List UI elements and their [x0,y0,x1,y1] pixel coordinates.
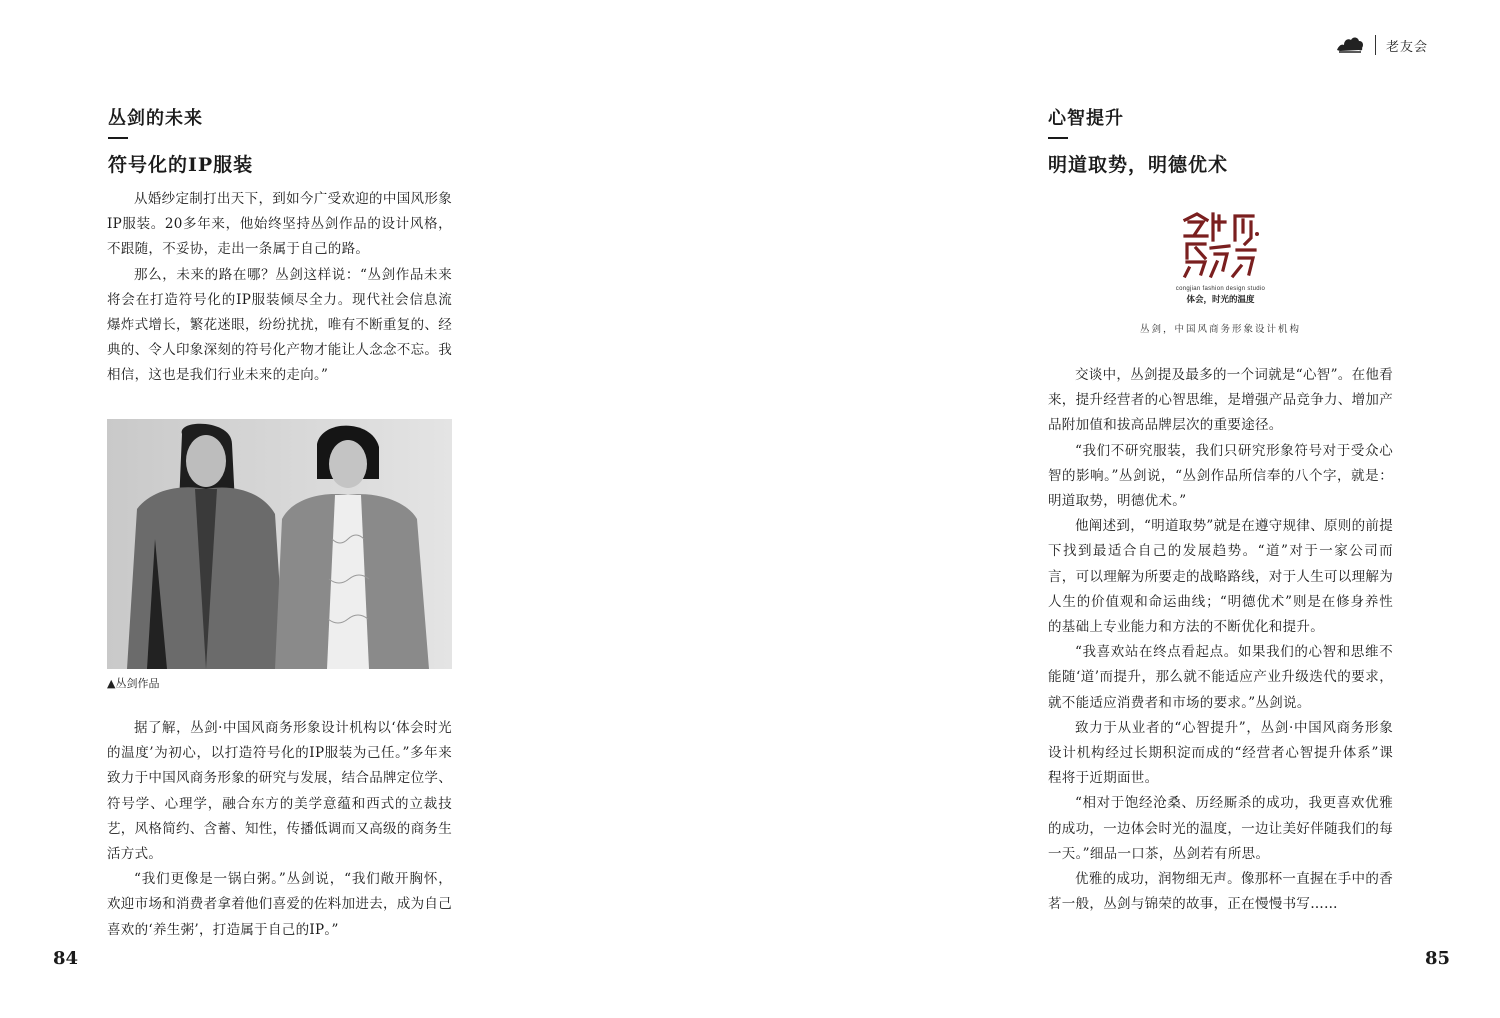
left-section-title: 丛剑的未来 [108,108,203,129]
header-divider [1375,35,1376,55]
page-number-right: 85 [1425,948,1451,969]
paragraph: 优雅的成功，润物细无声。像那杯一直握在手中的香茗一般，丛剑与锦荣的故事，正在慢慢书写…… [1048,871,1393,913]
paragraph: “相对于饱经沧桑、历经厮杀的成功，我更喜欢优雅的成功，一边体会时光的温度，一边让美好伴随我们的每一天。”细品一口茶，丛剑若有所思。 [1048,795,1393,862]
paragraph: “我们不研究服装，我们只研究形象符号对于受众心智的影响。”丛剑说，“丛剑作品所信奉的八个字，就是：明道取势，明德优术。” [1048,442,1393,510]
seal-small-text: congjian fashion design studio [1175,286,1266,292]
paragraph: “我喜欢站在终点看起点。如果我们的心智和思维不能随‘道’而提升，那么就不能适应产业升级迭代的要求，就不能适应消费者和市场的要求。”丛剑说。 [1048,644,1393,711]
fashion-photo [107,419,452,669]
paragraph: 据了解，丛剑·中国风商务形象设计机构以‘体会时光的温度’为初心，以打造符号化的IP服装为己任。”多年来致力于中国风商务形象的研究与发展，结合品牌定位学、符号学、心理学，融合东方的美学意蕴和西式的立裁技艺，风格简约、含蓄、知性，传播低调而又高级的商务生活方式。 [107,720,452,863]
left-title-dash [108,137,128,139]
left-body-top [107,187,452,389]
right-subtitle: 明道取势，明德优术 [1048,154,1229,176]
brand-seal-block [1048,210,1393,335]
left-subtitle: 符号化的IP服装 [108,154,254,176]
right-body [1048,363,1393,917]
paragraph: 他阐述到，“明道取势”就是在遵守规律、原则的前提下找到最适合自己的发展趋势。“道”对于一家公司而言，可以理解为所要走的战略路线，对于人生可以理解为人生的价值观和命运曲线；“明德优术”则是在修身养性的基础上专业能力和方法的不断优化和提升。 [1048,518,1394,636]
seal-logo-icon [1181,210,1261,282]
seal-caption: 丛剑，中国风商务形象设计机构 [1139,324,1301,335]
tree-logo-icon [1335,33,1365,57]
magazine-name: 老友会 [1385,39,1428,55]
paragraph: 那么，未来的路在哪？丛剑这样说：“丛剑作品未来将会在打造符号化的IP服装倾尽全力。现代社会信息流爆炸式增长，繁花迷眼，纷纷扰扰，唯有不断重复的、经典的、令人印象深刻的符号化产物才能让人念念不忘。我相信，这也是我们行业未来的走向。” [107,266,452,384]
left-body-bottom [107,716,452,943]
right-title-dash [1048,137,1068,139]
photo-caption: ▲丛剑作品 [107,677,160,690]
paragraph: “我们更像是一锅白粥。”丛剑说，“我们敞开胸怀，欢迎市场和消费者拿着他们喜爱的佐料加进去，成为自己喜欢的‘养生粥’，打造属于自己的IP。” [107,871,452,938]
seal-slogan: 体会，时光的温度 [1186,295,1255,305]
right-section-title: 心智提升 [1048,108,1124,129]
paragraph: 从婚纱定制打出天下，到如今广受欢迎的中国风形象IP服装。20多年来，他始终坚持丛剑作品的设计风格，不跟随，不妥协，走出一条属于自己的路。 [107,191,452,258]
paragraph: 致力于从业者的“心智提升”，丛剑·中国风商务形象设计机构经过长期积淀而成的“经营者心智提升体系”课程将于近期面世。 [1048,719,1393,787]
page-header [1335,30,1428,60]
page-number-left: 84 [53,948,79,969]
paragraph: 交谈中，丛剑提及最多的一个词就是“心智”。在他看来，提升经营者的心智思维，是增强产品竞争力、增加产品附加值和拔高品牌层次的重要途径。 [1048,367,1394,434]
